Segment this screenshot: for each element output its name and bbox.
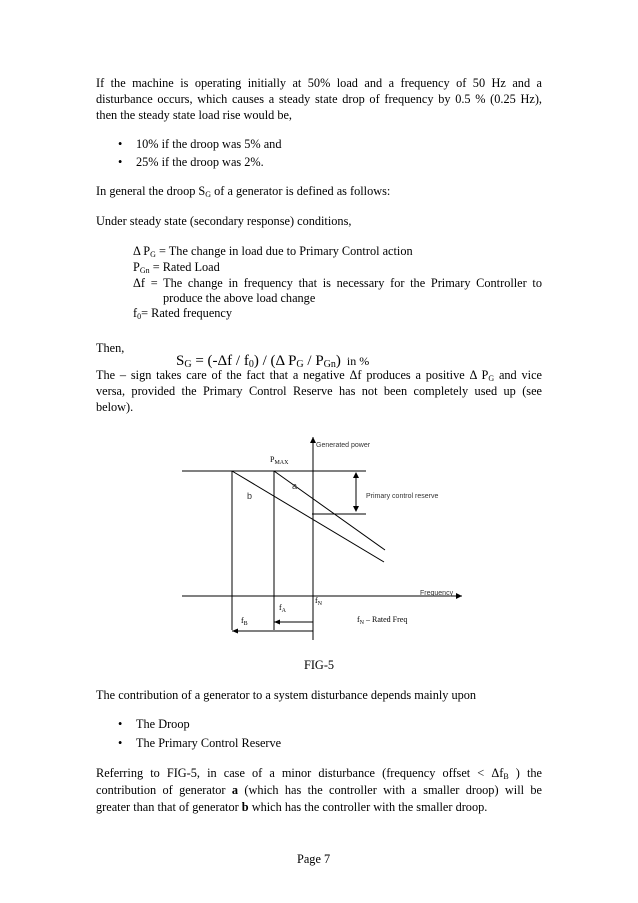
bullet-dot-icon: • (118, 137, 123, 151)
paragraph-referring-line3: greater than that of generator b which has the controller with the smaller droop. (96, 800, 488, 814)
fa-arrow-icon (274, 620, 280, 625)
paragraph-referring-line2: contribution of generator a (which has the controller with a smaller droop) will be (96, 783, 542, 797)
bullet-dot-icon: • (118, 736, 123, 750)
bullet-dot-icon: • (118, 155, 123, 169)
definition-delta-pg: Δ $P_G$ = The change in load due to Primary Control action (133, 244, 413, 259)
frequency-axis-label: Frequency (420, 590, 454, 597)
paragraph-contribution: The contribution of a generator to a system disturbance depends mainly upon (96, 688, 477, 702)
definition-delta-f-continued: produce the above load change (163, 291, 316, 305)
bullet-text: 25% if the droop was 2%. (136, 155, 264, 169)
bullet-text: The Primary Control Reserve (136, 736, 282, 750)
generated-power-label: Generated power (316, 442, 371, 449)
paragraph-droop-definition: In general the droop $S_G$ of a generator is defined as follows: (96, 184, 391, 199)
rated-frequency-label: $f_N$ – Rated Freq (357, 615, 408, 626)
fa-label: $f_A$ (279, 603, 287, 614)
paragraph-sign-line2: versa, provided the Primary Control Reserve has not been completely used up (see (96, 384, 542, 398)
paragraph-referring-line1: Referring to FIG-5, in case of a minor disturbance (frequency offset < $\Delta f_B$ ) the (96, 766, 542, 781)
line-a-label: a (292, 481, 298, 491)
line-b-label: b (247, 491, 253, 501)
bullet-text: The Droop (136, 717, 190, 731)
fn-label: $f_N$ (315, 596, 323, 607)
paragraph-steady-state: Under steady state (secondary response) conditions, (96, 214, 352, 228)
paragraph-sign-line1: The – sign takes care of the fact that a negative Δf produces a positive Δ $P_G$ and vice (96, 368, 542, 383)
reserve-up-arrow-icon (353, 472, 359, 478)
fb-label: $f_B$ (241, 616, 248, 627)
droop-line-b (232, 471, 384, 562)
figure-caption: FIG-5 (304, 658, 335, 672)
paragraph-sign-line3: below). (96, 400, 134, 414)
bullet-text: 10% if the droop was 5% and (136, 137, 282, 151)
bullet-dot-icon: • (118, 717, 123, 731)
primary-control-reserve-label: Primary control reserve (366, 493, 439, 500)
reserve-down-arrow-icon (353, 506, 359, 512)
droop-line-a (274, 471, 385, 550)
fb-arrow-icon (232, 629, 238, 634)
definition-pgn: $P_{Gn}$ = Rated Load (133, 260, 220, 275)
formula-then-label: Then, (96, 341, 125, 355)
definition-delta-f: Δf = The change in frequency that is necessary for the Primary Controller to (133, 276, 542, 290)
paragraph-intro: If the machine is operating initially at 50% load and a frequency of 50 Hz and a disturbance occurs, which causes a steady state drop of frequency by 0.5 % (0.25 Hz), then the steady state load rise would be, (96, 76, 542, 122)
page-number: Page 7 (297, 852, 331, 866)
definition-f0: $f_0=$ Rated frequency (133, 306, 233, 321)
droop-formula: $S_G = (-\Delta f / f_0) / (\Delta$ $P_G / P_{Gn}$) in % (176, 353, 370, 370)
frequency-arrow-icon (456, 593, 462, 599)
pmax-label: $P_{MAX}$ (270, 455, 289, 466)
